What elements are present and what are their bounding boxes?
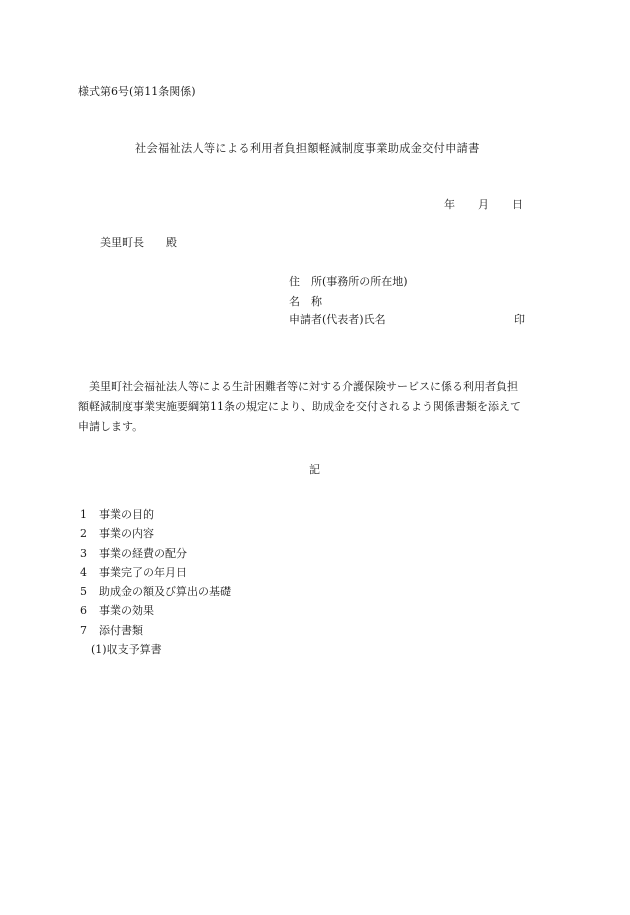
- applicant-address-label: 住 所(事務所の所在地): [289, 275, 408, 288]
- item-number: 1: [80, 508, 87, 521]
- list-item: [80, 509, 231, 528]
- item-label: 事業の効果: [99, 604, 154, 618]
- item-label: 事業完了の年月日: [99, 565, 187, 579]
- list-item: [80, 605, 231, 624]
- body-line: 申請します。: [78, 420, 144, 433]
- addressee-name: 美里町長: [100, 236, 144, 249]
- list-item: [80, 567, 231, 586]
- date-year-label: 年: [444, 198, 455, 211]
- form-number: 様式第6号(第11条関係): [78, 85, 196, 98]
- seal-mark: 印: [514, 313, 525, 326]
- item-label: 助成金の額及び算出の基礎: [99, 585, 231, 599]
- applicant-representative-label: 申請者(代表者)氏名: [289, 313, 386, 326]
- document-title: 社会福祉法人等による利用者負担額軽減制度事業助成金交付申請書: [135, 142, 480, 155]
- date-month-label: 月: [478, 198, 489, 211]
- item-number: 2: [80, 527, 87, 541]
- list-item: [80, 586, 231, 605]
- item-label: 事業の経費の配分: [99, 546, 187, 560]
- list-item: [80, 625, 231, 644]
- item-label: 添付書類: [99, 623, 143, 637]
- item-label: 事業の内容: [99, 527, 154, 541]
- addressee-honorific: 殿: [166, 236, 177, 249]
- item-number: 4: [80, 565, 87, 579]
- item-number: 6: [80, 604, 87, 618]
- item-number: 3: [80, 546, 87, 560]
- date-day-label: 日: [512, 198, 523, 211]
- applicant-name-label: 名 称: [289, 295, 322, 308]
- date-line: [444, 199, 523, 210]
- item-number: 5: [80, 585, 87, 599]
- body-line: 額軽減制度事業実施要綱第11条の規定により、助成金を交付されるよう関係書類を添えて: [78, 400, 521, 413]
- ki-heading: 記: [309, 463, 320, 476]
- item-list: [80, 509, 231, 663]
- sub-item-label: (1)収支予算書: [91, 643, 162, 657]
- item-number: 7: [80, 623, 87, 637]
- application-body: [78, 377, 558, 437]
- sub-list-item: [80, 644, 231, 663]
- list-item: [80, 528, 231, 547]
- item-label: 事業の目的: [99, 508, 154, 521]
- list-item: [80, 548, 231, 567]
- addressee: [100, 237, 177, 248]
- body-line: 美里町社会福祉法人等による生計困難者等に対する介護保険サービスに係る利用者負担: [89, 380, 518, 393]
